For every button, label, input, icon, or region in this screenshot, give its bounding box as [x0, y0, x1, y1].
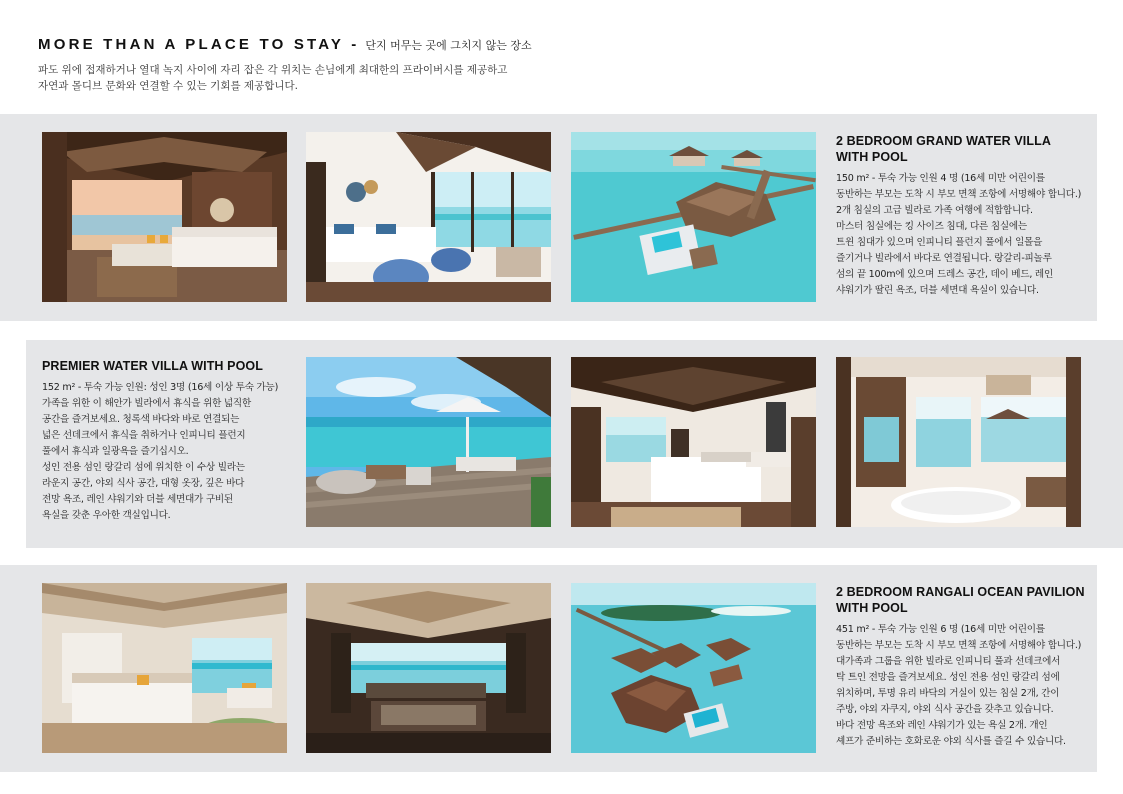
pavilion-living-room-photo [306, 583, 551, 753]
aerial-island-pavilion-photo [571, 583, 816, 753]
title-english: MORE THAN A PLACE TO STAY - [38, 36, 360, 53]
king-bedroom-photo [571, 357, 816, 527]
room-1-description: 150 m² - 투숙 가능 인원 4 명 (16세 미만 어린이를 동반하는 부모는 도착 시 부모 면책 조항에 서명해야 합니다.) 2개 침실의 고급 빌라로 가족 여행에 적합합니다. 마스터 침실에는 킹 사이즈 침대, 다른 침실에는 트윈 침대가 있으며 인피니티 플런지 풀에서 일몰을 즐기거나 빌라에서 바다로 연결됩니다. 랑갈리-피놀루 섬의 끝 100m에 있으며 드레스 공간, 데이 베드, 레인 샤워기가 딸린 욕조, 더블 세면대 욕실이 있습니다. [836, 173, 1082, 296]
title-korean: 단지 머무는 곳에 그치지 않는 장소 [365, 39, 532, 52]
room-1-title: 2 BEDROOM GRAND WATER VILLA WITH POOL [836, 134, 1051, 164]
room-2-title: PREMIER WATER VILLA WITH POOL [42, 359, 263, 373]
room-2-info [42, 358, 292, 524]
pavilion-bedroom-photo [42, 583, 287, 753]
aerial-water-villa-photo [571, 132, 816, 302]
page-title [38, 36, 738, 53]
bathtub-ocean-view-photo [836, 357, 1081, 527]
page-header [38, 36, 738, 94]
twin-bedroom-photo [306, 132, 551, 302]
room-3-title: 2 BEDROOM RANGALI OCEAN PAVILION WITH POOL [836, 585, 1085, 615]
room-3-info [836, 584, 1086, 750]
villa-living-room-photo [42, 132, 287, 302]
room-2-description: 152 m² - 투숙 가능 인원: 성인 3명 (16세 이상 투숙 가능) 가족을 위한 이 해안가 빌라에서 휴식을 위한 넓직한 공간을 즐겨보세요. 청록색 바다와 바로 연결되는 넓은 선데크에서 휴식을 취하거나 인피니티 플런지 풀에서 휴식과 일광욕을 즐기십시오. 성인 전용 섬인 랑갈리 섬에 위치한 이 수상 빌라는 라운지 공간, 야외 식사 공간, 대형 옷장, 깊은 바다 전망 욕조, 레인 샤워기와 더블 세면대가 구비된 욕실을 갖춘 우아한 객실입니다. [42, 382, 279, 521]
room-3-description: 451 m² - 투숙 가능 인원 6 명 (16세 미만 어린이를 동반하는 부모는 도착 시 부모 면책 조항에 서명해야 합니다.) 대가족과 그룹을 위한 빌라로 인피니티 풀과 선데크에서 탁 트인 전망을 즐겨보세요. 성인 전용 섬인 랑갈리 섬에 위치하며, 투명 유리 바닥의 거실이 있는 침실 2개, 간이 주방, 야외 자쿠지, 야외 식사 공간을 갖추고 있습니다. 바다 전망 욕조와 레인 샤워기가 있는 욕실 2개. 개인 셰프가 준비하는 호화로운 야외 식사를 즐길 수 있습니다. [836, 624, 1082, 747]
room-1-info [836, 133, 1086, 299]
ocean-deck-photo [306, 357, 551, 527]
intro-text: 파도 위에 접재하거나 열대 녹지 사이에 자리 잡은 각 위치는 손님에게 최대한의 프라이버시를 제공하고 자연과 몰디브 문화와 연결할 수 있는 기회를 제공합니다. [38, 64, 508, 92]
